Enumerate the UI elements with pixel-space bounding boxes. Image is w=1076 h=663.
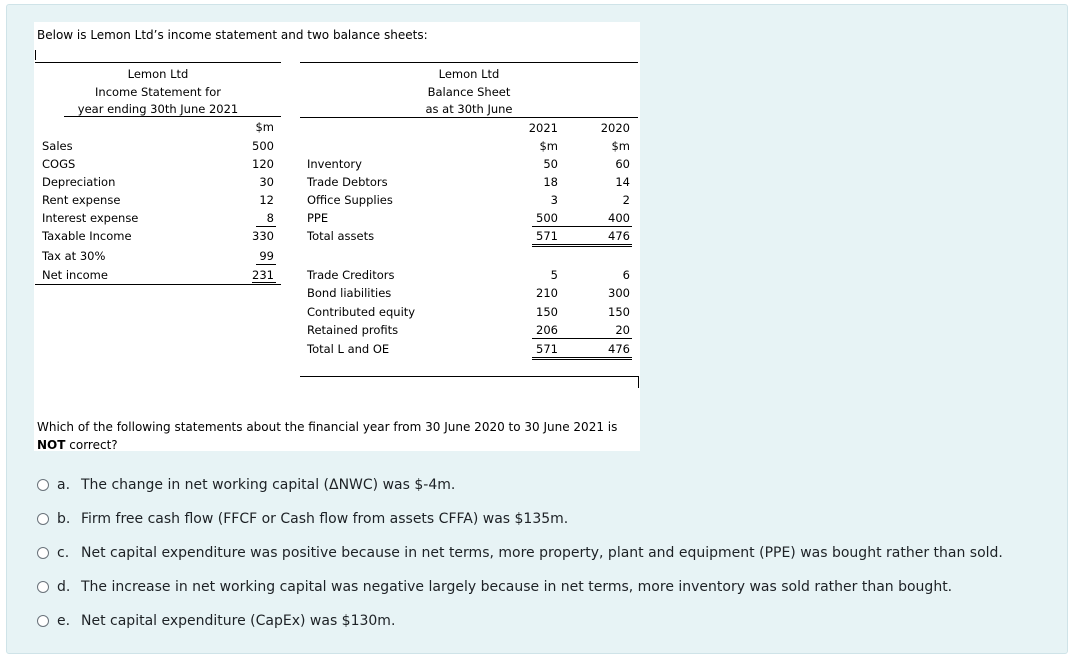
income-tax-rule	[256, 264, 276, 265]
bs-total-assets-rule-2	[532, 246, 632, 247]
bs-label-contributed: Contributed equity	[307, 305, 416, 319]
question-tail: correct?	[65, 438, 118, 452]
bs-label-debtors: Trade Debtors	[307, 175, 388, 189]
income-title-3: year ending 30th June 2021	[77, 102, 239, 116]
radio-e[interactable]	[37, 615, 49, 627]
balance-unit-2021: $m	[539, 139, 558, 153]
bs-2020-creditors: 6	[622, 268, 630, 282]
option-d-letter: d.	[57, 579, 71, 595]
income-label-rent: Rent expense	[42, 193, 121, 207]
bs-2021-inventory: 50	[543, 157, 558, 171]
balance-title-rule	[300, 117, 638, 118]
bs-total-assets-rule-1	[532, 244, 632, 245]
income-title-2: Income Statement for	[95, 85, 221, 99]
bs-2021-debtors: 18	[543, 175, 558, 189]
option-e-text: Net capital expenditure (CapEx) was $130m.	[81, 613, 396, 629]
income-top-rule	[35, 62, 281, 63]
option-b-text: Firm free cash flow (FFCF or Cash flow from assets CFFA) was $135m.	[81, 511, 569, 527]
bs-2020-total-assets: 476	[608, 229, 630, 243]
income-title-1: Lemon Ltd	[127, 67, 189, 81]
question-emphasis: NOT	[37, 438, 66, 452]
bs-total-loe-rule-2	[532, 359, 632, 360]
income-value-net: 231	[252, 268, 274, 282]
radio-b[interactable]	[37, 513, 49, 525]
income-unit: $m	[255, 120, 274, 134]
bs-liab-rule	[532, 338, 632, 339]
balance-title-2: Balance Sheet	[427, 85, 511, 99]
bs-2020-supplies: 2	[622, 193, 630, 207]
income-label-cogs: COGS	[42, 157, 76, 171]
income-label-interest: Interest expense	[42, 211, 139, 225]
bs-total-loe-rule-1	[532, 357, 632, 358]
bs-2020-bonds: 300	[608, 286, 630, 300]
income-subtotal-rule	[256, 226, 276, 227]
income-label-taxable: Taxable Income	[42, 229, 132, 243]
bs-2021-ppe: 500	[536, 211, 558, 225]
income-net-underline	[252, 282, 276, 283]
option-c[interactable]	[37, 541, 1003, 565]
bs-2021-total-loe: 571	[536, 342, 558, 356]
balance-bottom-rule	[300, 376, 638, 377]
income-label-sales: Sales	[42, 139, 73, 153]
option-a-letter: a.	[57, 477, 71, 493]
income-value-tax: 99	[259, 249, 274, 263]
balance-year-2020: 2020	[600, 121, 630, 135]
question-main: Which of the following statements about the financial year from 30 June 2020 to 30 June 2021 is	[37, 420, 618, 434]
option-d-text: The increase in net working capital was negative largely because in net terms, more inventory was sold rather than bought.	[81, 579, 953, 595]
income-label-depreciation: Depreciation	[42, 175, 116, 189]
radio-a[interactable]	[37, 479, 49, 491]
income-value-taxable: 330	[252, 229, 274, 243]
bs-assets-rule	[532, 226, 632, 227]
bs-2021-contributed: 150	[536, 305, 558, 319]
option-c-text: Net capital expenditure was positive because in net terms, more property, plant and equipment (PPE) was bought rather than sold.	[81, 545, 1003, 561]
option-b-letter: b.	[57, 511, 71, 527]
bs-label-creditors: Trade Creditors	[307, 268, 395, 282]
option-b[interactable]	[37, 507, 568, 531]
balance-title-1: Lemon Ltd	[438, 67, 500, 81]
bs-label-total-assets: Total assets	[307, 229, 375, 243]
bs-2021-supplies: 3	[550, 193, 558, 207]
option-e[interactable]	[37, 609, 395, 633]
balance-year-2021: 2021	[528, 121, 558, 135]
bs-2020-contributed: 150	[608, 305, 630, 319]
question-image	[34, 22, 640, 451]
bs-2020-debtors: 14	[615, 175, 630, 189]
bs-label-retained: Retained profits	[307, 323, 399, 337]
income-value-sales: 500	[252, 139, 274, 153]
bs-label-total-loe: Total L and OE	[307, 342, 390, 356]
bs-2021-bonds: 210	[536, 286, 558, 300]
intro-text: Below is Lemon Ltd’s income statement and two balance sheets:	[37, 28, 428, 42]
income-label-tax: Tax at 30%	[42, 249, 106, 263]
bs-label-ppe: PPE	[307, 211, 329, 225]
bs-2020-inventory: 60	[615, 157, 630, 171]
balance-top-rule	[300, 62, 638, 63]
radio-d[interactable]	[37, 581, 49, 593]
bs-2020-retained: 20	[615, 323, 630, 337]
option-a-text: The change in net working capital (ΔNWC) was $-4m.	[81, 477, 456, 493]
income-bottom-rule	[35, 284, 281, 285]
table-corner-mark	[35, 50, 36, 60]
question-panel	[6, 4, 1068, 654]
balance-title-3: as at 30th June	[425, 102, 513, 116]
radio-c[interactable]	[37, 547, 49, 559]
option-c-letter: c.	[57, 545, 70, 561]
option-e-letter: e.	[57, 613, 71, 629]
option-a[interactable]	[37, 473, 455, 497]
income-title-rule	[64, 116, 281, 117]
income-value-cogs: 120	[252, 157, 274, 171]
bs-2020-total-loe: 476	[608, 342, 630, 356]
bs-label-bonds: Bond liabilities	[307, 286, 392, 300]
bs-2020-ppe: 400	[608, 211, 630, 225]
balance-corner-mark	[638, 376, 639, 388]
bs-2021-creditors: 5	[550, 268, 558, 282]
bs-label-supplies: Office Supplies	[307, 193, 393, 207]
option-d[interactable]	[37, 575, 952, 599]
bs-2021-retained: 206	[536, 323, 558, 337]
income-value-interest: 8	[266, 211, 274, 225]
bs-label-inventory: Inventory	[307, 157, 362, 171]
bs-2021-total-assets: 571	[536, 229, 558, 243]
balance-unit-2020: $m	[611, 139, 630, 153]
income-value-depreciation: 30	[259, 175, 274, 189]
income-label-net: Net income	[42, 268, 108, 282]
income-value-rent: 12	[259, 193, 274, 207]
question-text	[37, 418, 637, 454]
